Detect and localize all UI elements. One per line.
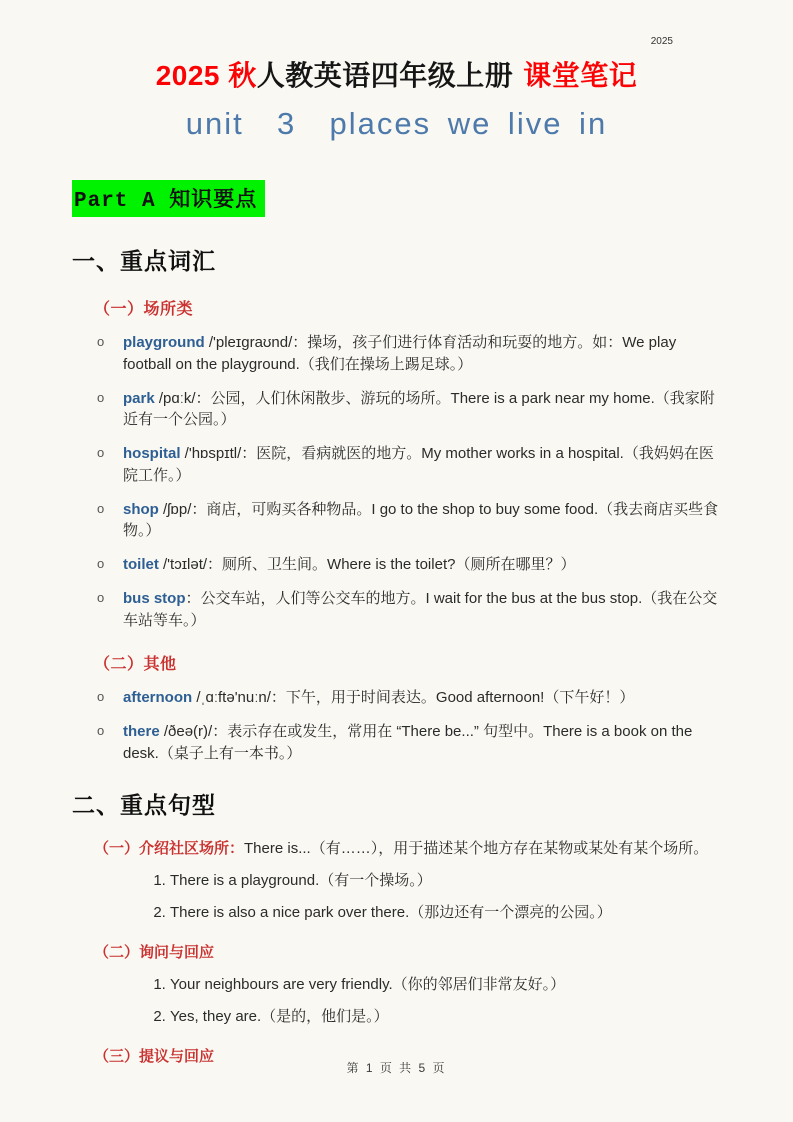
bullet-marker: o <box>97 723 105 738</box>
bullet-marker: o <box>97 689 105 705</box>
vocab-item-shop <box>97 499 721 543</box>
vocab-definition: /'tɔɪlət/：厕所、卫生间。Where is the toilet?（厕所在哪里？） <box>158 556 576 573</box>
section-heading-vocabulary: 一、重点词汇 <box>72 248 216 274</box>
vocab-word: toilet <box>123 556 159 573</box>
vocab-definition: /'pleɪɡraʊnd/：操场，孩子们进行体育活动和玩耍的地方。如：We play football on the playground.（我们在操场上踢足球。） <box>123 334 677 373</box>
pattern-group-label: （二）询问与回应 <box>94 943 215 961</box>
vocab-item-toilet <box>97 554 721 576</box>
vocab-definition: ：公交车站，人们等公交车的地方。I wait for the bus at the bus stop.（我在公交车站等车。） <box>123 589 718 629</box>
bullet-marker: o <box>97 500 105 516</box>
bullet-marker: o <box>97 556 105 571</box>
vocab-definition: /pɑːk/：公园，人们休闲散步、游玩的场所。There is a park near my home.（我家附近有一个公园。） <box>123 389 715 429</box>
title-red-part-2: 课堂笔记 <box>523 60 638 91</box>
sentence-list-ask-respond <box>72 974 721 1028</box>
bullet-marker: o <box>97 589 105 605</box>
vocab-word: afternoon <box>123 689 193 707</box>
title-red-part-1: 2025 秋 <box>155 60 257 91</box>
pattern-group-label: （一）介绍社区场所： <box>94 839 245 857</box>
sub-heading-places: （一）场所类 <box>94 301 194 318</box>
sentence-item: 2. There is also a nice park over there.（那边还有一个漂亮的公园。） <box>170 902 721 924</box>
vocab-definition: /'hɒspɪtl/：医院，看病就医的地方。My mother works in a hospital.（我妈妈在医院工作。） <box>123 445 714 484</box>
sub-heading-others: （二）其他 <box>94 656 177 674</box>
vocab-item-playground <box>97 332 721 376</box>
pattern-group-ask-respond <box>94 942 721 965</box>
page-title <box>72 54 721 94</box>
vocab-item-bus-stop <box>97 588 721 632</box>
vocab-list-places <box>72 332 721 631</box>
vocab-word: hospital <box>123 445 181 462</box>
vocab-list-others <box>72 687 721 764</box>
pattern-group-intro <box>94 838 721 861</box>
vocab-word: shop <box>123 500 159 518</box>
corner-year: 2025 <box>650 36 673 47</box>
sentence-item: 2. Yes, they are.（是的，他们是。） <box>170 1006 721 1028</box>
pattern-group-label: （三）提议与回应 <box>94 1047 215 1065</box>
sentence-item: 1. There is a playground.（有一个操场。） <box>170 870 721 892</box>
bullet-marker: o <box>97 334 105 349</box>
vocab-word: playground <box>123 334 205 351</box>
vocab-definition: /ˌɑːftə'nuːn/：下午，用于时间表达。Good afternoon!（下午好！） <box>192 689 635 707</box>
bullet-marker: o <box>97 445 105 460</box>
title-black-part: 人教英语四年级上册 <box>256 60 514 91</box>
part-a-heading: Part A 知识要点 <box>72 180 265 217</box>
vocab-item-hospital <box>97 443 721 487</box>
unit-subtitle: unit 3 places we live in <box>185 106 608 141</box>
vocab-item-park <box>97 388 721 432</box>
vocab-word: there <box>123 723 160 740</box>
sentence-item: 1. Your neighbours are very friendly.（你的邻居们非常友好。） <box>170 974 721 996</box>
vocab-item-afternoon <box>97 687 721 709</box>
bullet-marker: o <box>97 389 105 405</box>
section-heading-patterns: 二、重点句型 <box>72 791 216 818</box>
part-a-section <box>72 180 721 217</box>
pattern-group-note: There is...（有……），用于描述某个地方存在某物或某处有某个场所。 <box>244 839 709 857</box>
vocab-word: bus stop <box>123 589 186 607</box>
vocab-item-there <box>97 721 721 765</box>
vocab-definition: /ðeə(r)/：表示存在或发生，常用在 “There be...” 句型中。There is a book on the desk.（桌子上有一本书。） <box>123 723 693 762</box>
page-footer: 第 1 页 共 5 页 <box>346 1061 447 1075</box>
vocab-word: park <box>123 389 155 407</box>
vocab-definition: /ʃɒp/：商店，可购买各种物品。I go to the shop to buy some food.（我去商店买些食物。） <box>123 500 719 540</box>
sentence-list-intro <box>72 870 721 924</box>
